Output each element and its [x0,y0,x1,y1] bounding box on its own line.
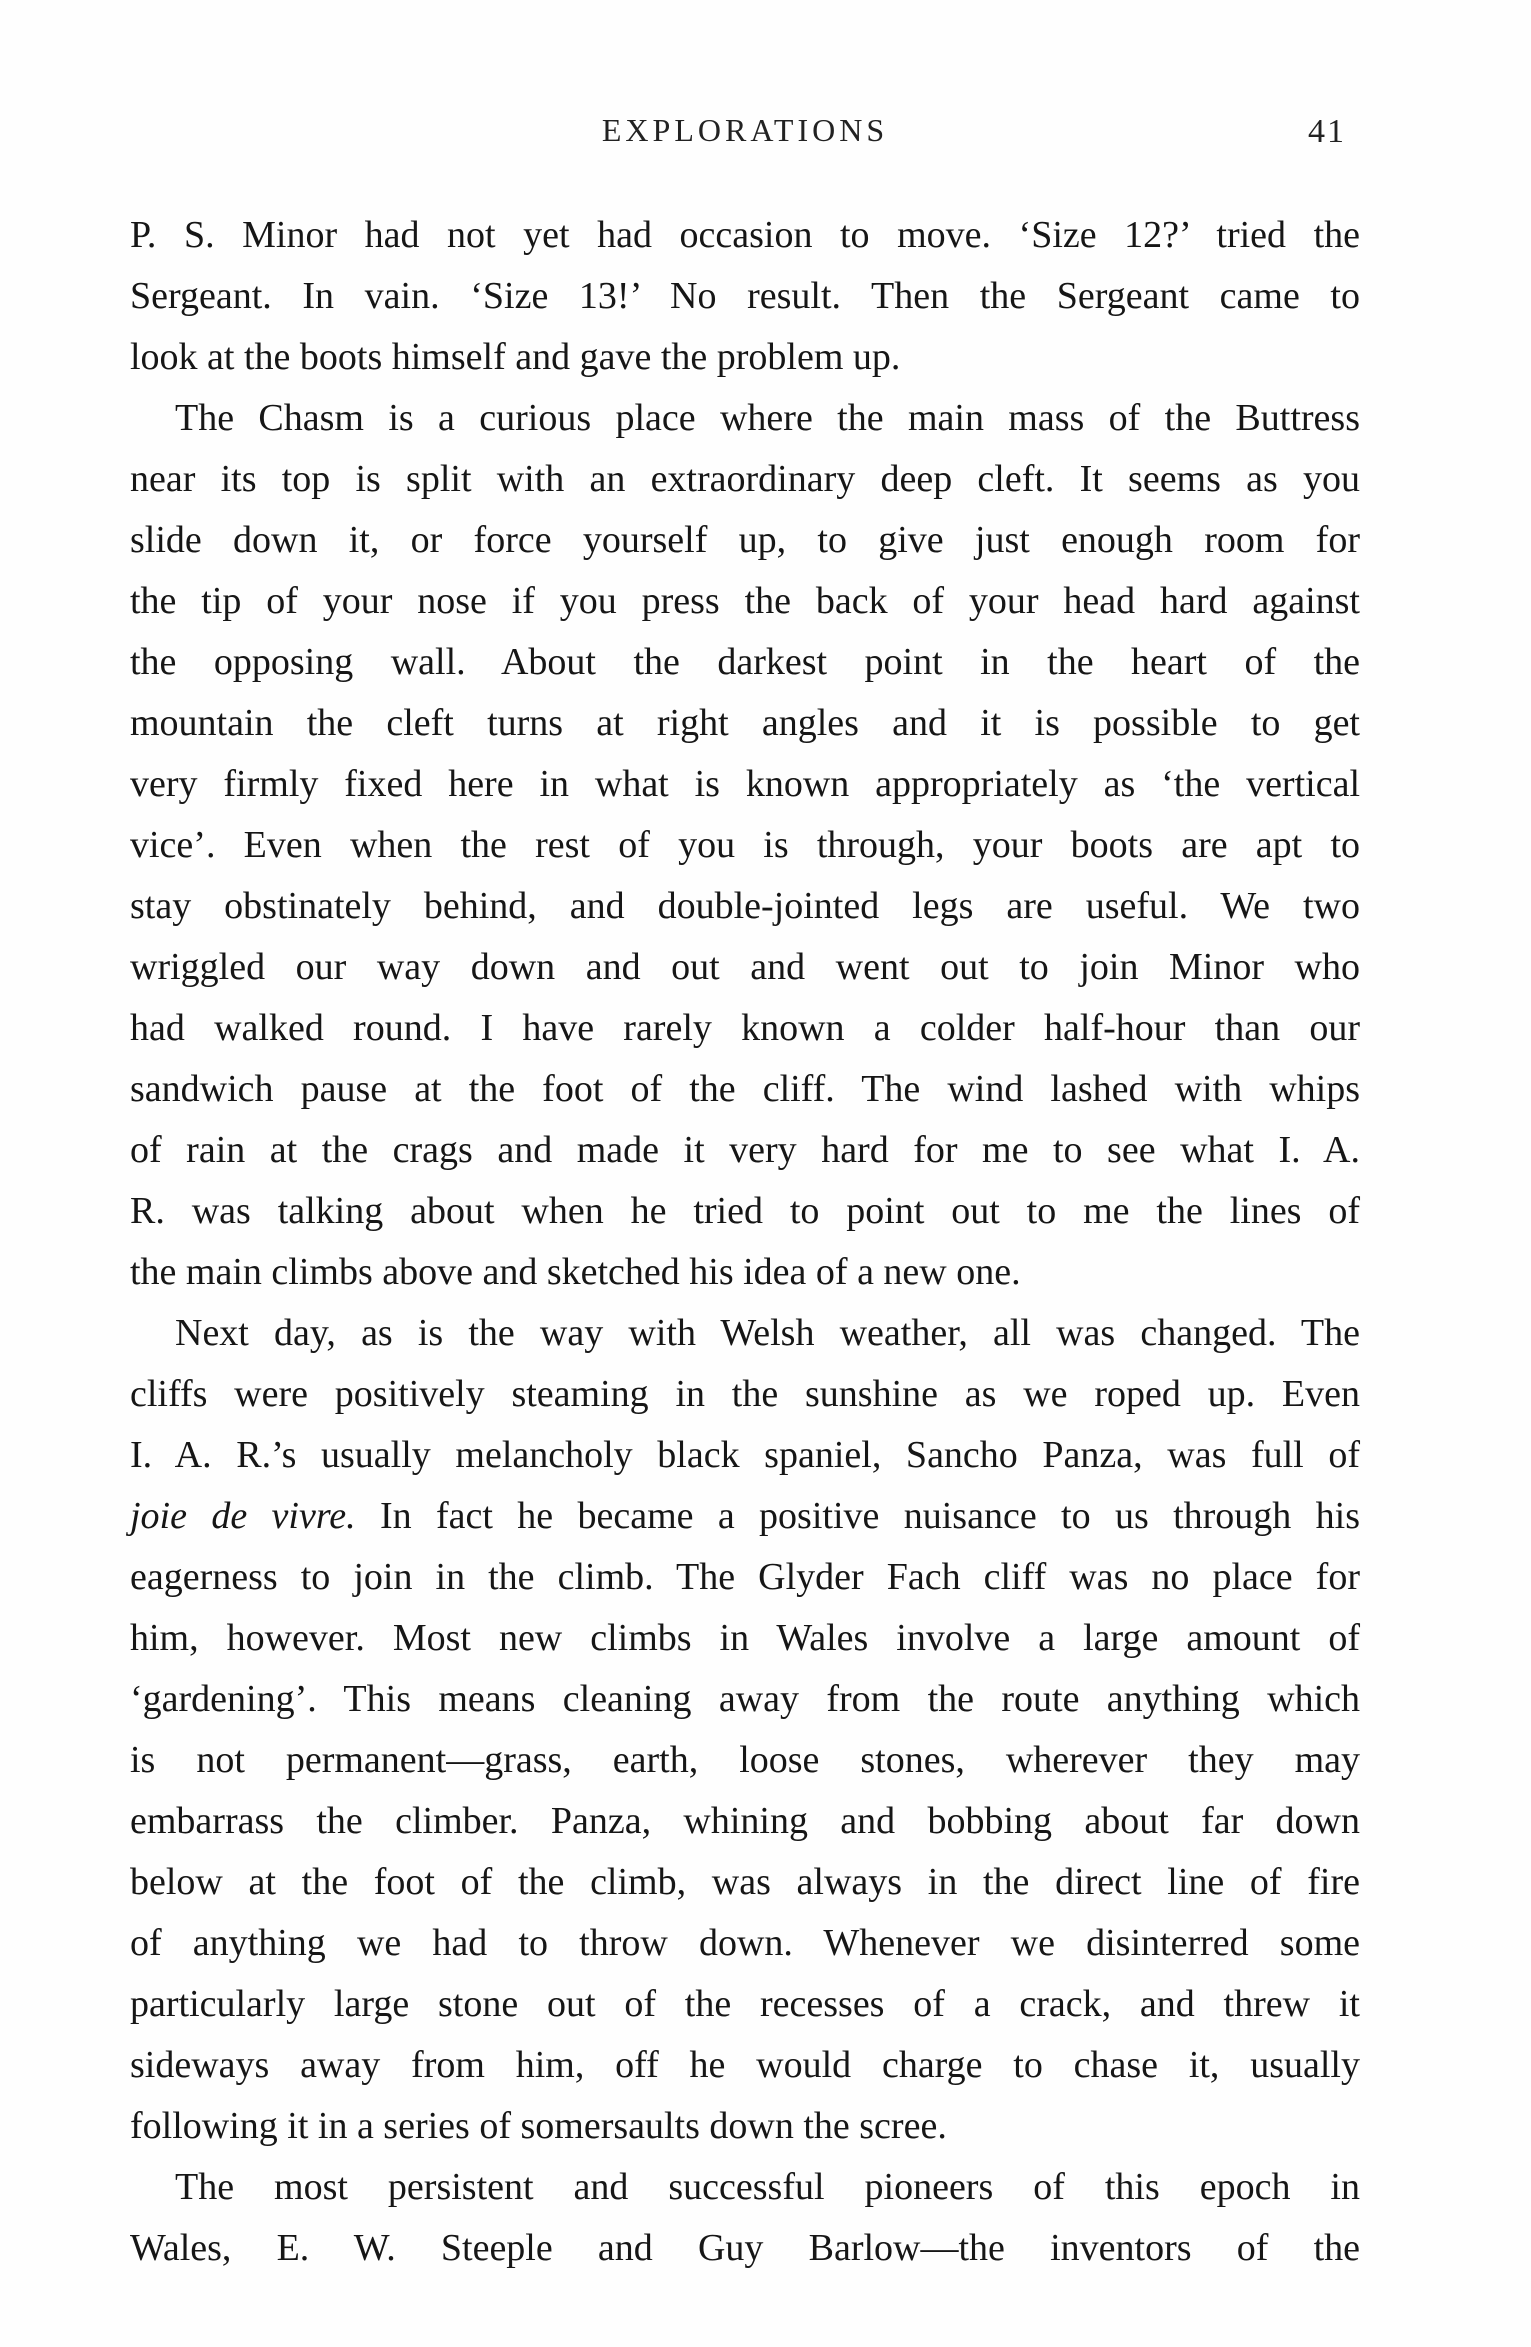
text-segment: The most persistent and successful pioneers of this epoch in [175,2166,1360,2208]
paragraph [130,2157,1360,2279]
text-line [130,1791,1360,1852]
text-line [130,510,1360,571]
text-segment: of rain at the crags and made it very hard for me to see what I. A. [130,1129,1360,1171]
text-line [130,1425,1360,1486]
text-line [130,815,1360,876]
text-line [130,2096,1360,2157]
text-line [130,2218,1360,2279]
paragraph [130,388,1360,1303]
text-line [130,1364,1360,1425]
text-segment: below at the foot of the climb, was always in the direct line of fire [130,1861,1360,1903]
text-line [130,1242,1360,1303]
text-segment: look at the boots himself and gave the problem up. [130,336,901,378]
text-line [130,1547,1360,1608]
text-segment: cliffs were positively steaming in the sunshine as we roped up. Even [130,1373,1360,1415]
text-line [130,693,1360,754]
text-line [130,571,1360,632]
page-number: 41 [1308,113,1346,150]
running-header [130,112,1360,156]
text-segment: of anything we had to throw down. Whenever we disinterred some [130,1922,1360,1964]
italic-phrase: joie de vivre. [130,1495,356,1537]
text-segment: particularly large stone out of the recesses of a crack, and threw it [130,1983,1360,2025]
text-segment: sandwich pause at the foot of the cliff. The wind lashed with whips [130,1068,1360,1110]
text-line [130,2157,1360,2218]
text-segment: Next day, as is the way with Welsh weather, all was changed. The [175,1312,1360,1354]
text-line [130,1913,1360,1974]
text-segment: the main climbs above and sketched his idea of a new one. [130,1251,1021,1293]
text-line [130,1120,1360,1181]
text-segment: The Chasm is a curious place where the main mass of the Buttress [175,397,1360,439]
page-body-text [130,205,1360,2279]
text-line [130,1852,1360,1913]
text-line [130,449,1360,510]
paragraph [130,1303,1360,2157]
text-segment: P. S. Minor had not yet had occasion to move. ‘Size 12?’ tried the [130,214,1360,256]
text-line [130,937,1360,998]
text-segment: I. A. R.’s usually melancholy black spaniel, Sancho Panza, was full of [130,1434,1360,1476]
text-line [130,388,1360,449]
text-line [130,1974,1360,2035]
text-segment: near its top is split with an extraordinary deep cleft. It seems as you [130,458,1360,500]
text-segment: sideways away from him, off he would charge to chase it, usually [130,2044,1360,2086]
text-segment: ‘gardening’. This means cleaning away from the route anything which [130,1678,1360,1720]
text-line [130,754,1360,815]
text-line [130,1303,1360,1364]
text-segment: following it in a series of somersaults down the scree. [130,2105,947,2147]
paragraph [130,205,1360,388]
text-segment: embarrass the climber. Panza, whining and bobbing about far down [130,1800,1360,1842]
text-line [130,2035,1360,2096]
text-segment: the opposing wall. About the darkest point in the heart of the [130,641,1360,683]
text-line [130,266,1360,327]
text-segment: eagerness to join in the climb. The Glyder Fach cliff was no place for [130,1556,1360,1598]
text-segment: him, however. Most new climbs in Wales involve a large amount of [130,1617,1360,1659]
text-line [130,1608,1360,1669]
text-segment: the tip of your nose if you press the back of your head hard against [130,580,1360,622]
text-segment: very firmly fixed here in what is known appropriately as ‘the vertical [130,763,1360,805]
text-line [130,632,1360,693]
text-line [130,876,1360,937]
text-line [130,1669,1360,1730]
text-segment: R. was talking about when he tried to point out to me the lines of [130,1190,1360,1232]
text-line [130,205,1360,266]
text-segment: is not permanent—grass, earth, loose stones, wherever they may [130,1739,1360,1781]
text-line [130,998,1360,1059]
text-segment: Sergeant. In vain. ‘Size 13!’ No result. Then the Sergeant came to [130,275,1360,317]
text-line [130,1486,1360,1547]
text-line [130,1059,1360,1120]
text-segment: mountain the cleft turns at right angles and it is possible to get [130,702,1360,744]
text-segment: Wales, E. W. Steeple and Guy Barlow—the inventors of the [130,2227,1360,2269]
text-segment: had walked round. I have rarely known a colder half-hour than our [130,1007,1360,1049]
text-segment: slide down it, or force yourself up, to give just enough room for [130,519,1360,561]
text-segment: stay obstinately behind, and double-jointed legs are useful. We two [130,885,1360,927]
text-segment: In fact he became a positive nuisance to us through his [355,1495,1360,1537]
running-header-title: EXPLORATIONS [601,112,889,148]
text-line [130,1730,1360,1791]
text-line [130,1181,1360,1242]
text-line [130,327,1360,388]
text-segment: vice’. Even when the rest of you is through, your boots are apt to [130,824,1360,866]
text-segment: wriggled our way down and out and went out to join Minor who [130,946,1360,988]
